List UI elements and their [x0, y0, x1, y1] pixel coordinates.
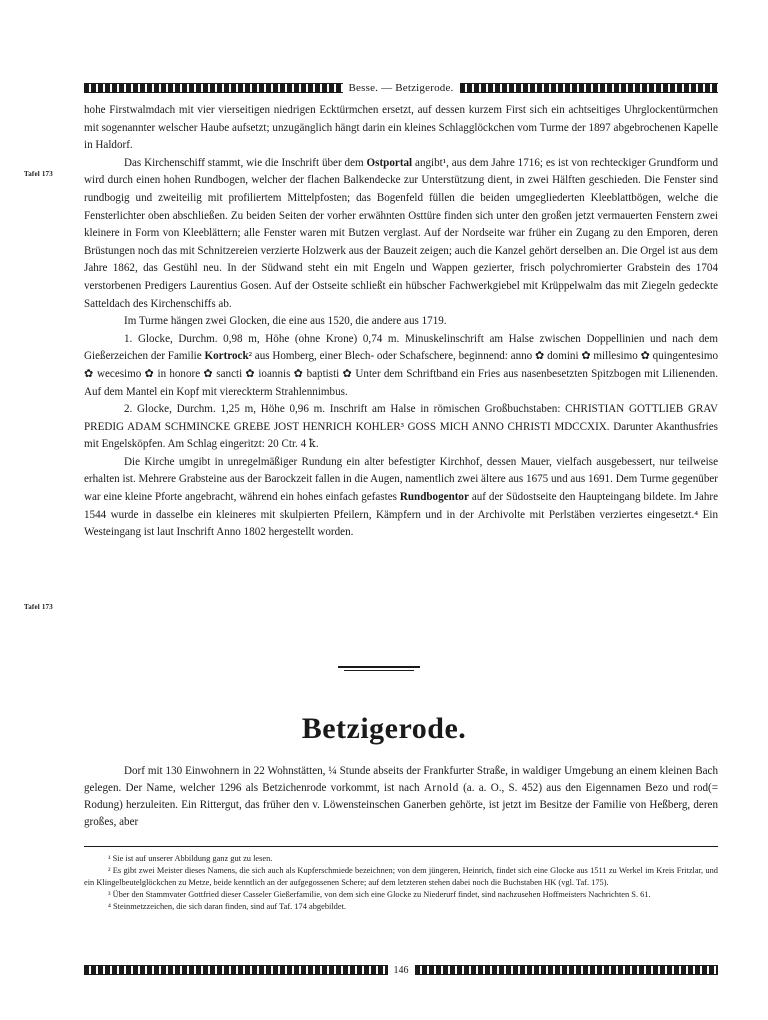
- footnote: ³ Über den Stammvater Gottfried dieser Casseler Gießerfamilie, von dem sich eine Glocke zu Niederurf findet, sind nachzusehen Hoffmeisters Nachrichten S. 61.: [108, 890, 651, 899]
- paragraph-text: Im Turme hängen zwei Glocken, die eine aus 1520, die andere aus 1719.: [124, 315, 447, 328]
- header-ornament-right: [460, 83, 719, 93]
- running-title: Besse. — Betzigerode.: [348, 82, 454, 94]
- margin-note-tafel: Tafel 173: [24, 170, 53, 178]
- footnote-rule: [84, 846, 718, 847]
- paragraph: [84, 155, 718, 313]
- footnote: ¹ Sie ist auf unserer Abbildung ganz gut zu lesen.: [108, 854, 273, 863]
- section-text: [84, 763, 718, 831]
- paragraph-text: Dorf mit 130 Einwohnern in 22 Wohnstätten, ¼ Stunde abseits der Frankfurter Straße, in waldiger Umgebung an einem kleinen Bach gelegen. Der Name, welcher 1296 als Betzichenrode vorkommt, ist nach: [84, 765, 718, 794]
- footnotes: [84, 853, 718, 913]
- paragraph: [84, 401, 718, 454]
- spaced-name: Arnold: [423, 782, 459, 794]
- paragraph: [84, 331, 718, 401]
- section-title: Betzigerode.: [301, 712, 467, 745]
- separator-rule: [338, 666, 420, 668]
- footnote: ⁴ Steinmetzzeichen, die sich daran finden, sind auf Taf. 174 abgebildet.: [108, 902, 346, 911]
- paragraph-text: hohe Firstwalmdach mit vier vierseitigen niedrigen Ecktürmchen ersetzt, auf dessen kurzem First sich ein achtseitiges Uhrglockentürmchen mit sogenannter welscher Haube aufsetzt; unzugänglich hängt darin ein kleines Schlagglöckchen vom Turme der 1897 abgebrochenen Kapelle in Haldorf.: [84, 104, 718, 152]
- running-header: [84, 80, 718, 96]
- paragraph-text: auf der Südostseite den Haupteingang bildete. Im Jahre 1544 wurde in dasselbe ein kleineres mit skulpierten Pfeilern, Kämpfern und in der Archivolte mit Perlstäben verziertes eingesetzt.⁴ Ein Westeingang ist laut Inschrift Anno 1802 hergestellt worden.: [84, 491, 718, 539]
- paragraph: [84, 763, 718, 831]
- footer-ornament-left: [84, 965, 388, 975]
- paragraph: [84, 454, 718, 542]
- bold-term: Kortrock: [204, 350, 249, 363]
- paragraph: [84, 102, 718, 155]
- footer-ornament-right: [415, 965, 719, 975]
- paragraph-text: 1. Glocke, Durchm. 0,98 m, Höhe (ohne Krone) 0,74 m. Minuskelinschrift am Halse zwischen Doppellinien und nach dem Gießerzeichen der Familie: [84, 332, 718, 363]
- bold-term: Rundbogentor: [399, 491, 469, 504]
- paragraph-text: Das Kirchenschiff stammt, wie die Inschrift über dem: [124, 156, 367, 169]
- bold-term: Ostportal: [366, 156, 413, 169]
- paragraph-text: ² aus Homberg, einer Blech- oder Schafschere, beginnend: anno ✿ domini ✿ millesimo ✿ quingentesimo ✿ wecesimo ✿ in honore ✿ sancti ✿ ioannis ✿ baptisti ✿ Unter dem Schriftband ein Fries aus nasenbesetzten Spitzbogen mit Lilienenden. Auf dem Mantel ein Kopf mit viereckterm Strahlennimbus.: [84, 350, 719, 398]
- paragraph-text: 2. Glocke, Durchm. 1,25 m, Höhe 0,96 m. Inschrift am Halse in römischen Großbuchstaben: CHRISTIAN GOTTLIEB GRAV PREDIG ADAM SCHMINCKE GREBE JOST HENRICH KOHLER³ GOSS MICH ANNO CHRISTI MDCCXIX. Darunter Akanthusfries mit Engelsköpfen. Am Schlag eingeritzt: 20 Ctr. 4 ꝁ.: [84, 403, 718, 451]
- header-ornament-left: [84, 83, 343, 93]
- paragraph-text: Die Kirche umgibt in unregelmäßiger Rundung ein alter befestigter Kirchhof, dessen Mauer, vielfach ausgebessert, nur teilweise erhalten ist. Mehrere Grabsteine aus der Barockzeit fallen in die Augen, namentlich zwei ältere aus 1675 und aus 1691. Dem Turme gegenüber war eine kleine Pforte angebracht, während ein hohes einfach gefastes: [84, 455, 718, 504]
- section-separator: [338, 666, 420, 671]
- footnote: ² Es gibt zwei Meister dieses Namens, die sich auch als Kupferschmiede bezeichnen; von dem jüngeren, Heinrich, findet sich eine Glocke aus 1511 zu Werkel im Kreis Fritzlar, und ein Klingelbeutelglöckchen zu Metze, beide kenntlich an der aufgegossenen Schere; auf dem letzteren stehen dabei noch die Buchstaben HK (vgl. Taf. 175).: [84, 866, 718, 887]
- paragraph-text: (a. a. O., S. 452) aus den Eigennamen Bezo und rod(= Rodung) herzuleiten. Ein Rittergut, das früher den v. Löwensteinschen Ganerben gehörte, ist jetzt im Besitze der Familie von Heßberg, deren großes, aber: [84, 782, 718, 828]
- main-text: [84, 102, 718, 542]
- margin-note-tafel: Tafel 173: [24, 603, 53, 611]
- paragraph-text: angibt¹, aus dem Jahre 1716; es ist von rechteckiger Grundform und wird durch einen hohen Rundbogen, welcher der flachen Balkendecke zur Unterstützung dient, in zwei Hälften geschieden. Die Fenster sind rundbogig und zweiteilig mit profiliertem Mittelpfosten; das Bogenfeld füllen die beiden umgegliederten Kleeblattbögen, welche die Fensterlichter oben abschließen. Zu beiden Seiten der vorher erwähnten Osttüre finden sich unter den großen jetzt vermauerten Fenstern zwei kleinere in Form von Kleeblättern; alle Fenster waren mit Butzen verglast. Auf der Nordseite war früher ein Zugang zu den Emporen, deren Brüstungen noch das mit Schnitzereien verzierte Holzwerk aus der Bauzeit zeigen; auch die Kanzel gehört derselben an. Die Orgel ist aus dem Jahre 1862, das Gestühl neu. In der Südwand steht ein mit Engeln und Wappen gezierter, frisch polychromierter Grabstein des 1704 verstorbenen Predigers Laurentius Gosen. Auf der Ostseite schließt ein hübscher Fachwerkgiebel mit Krüppelwalm das mit Ziegeln gedeckte Satteldach des Kirchenschiffs ab.: [84, 156, 718, 310]
- separator-rule: [344, 670, 414, 671]
- page-number: 146: [393, 964, 409, 976]
- paragraph: [84, 313, 718, 331]
- page-footer: [84, 963, 718, 977]
